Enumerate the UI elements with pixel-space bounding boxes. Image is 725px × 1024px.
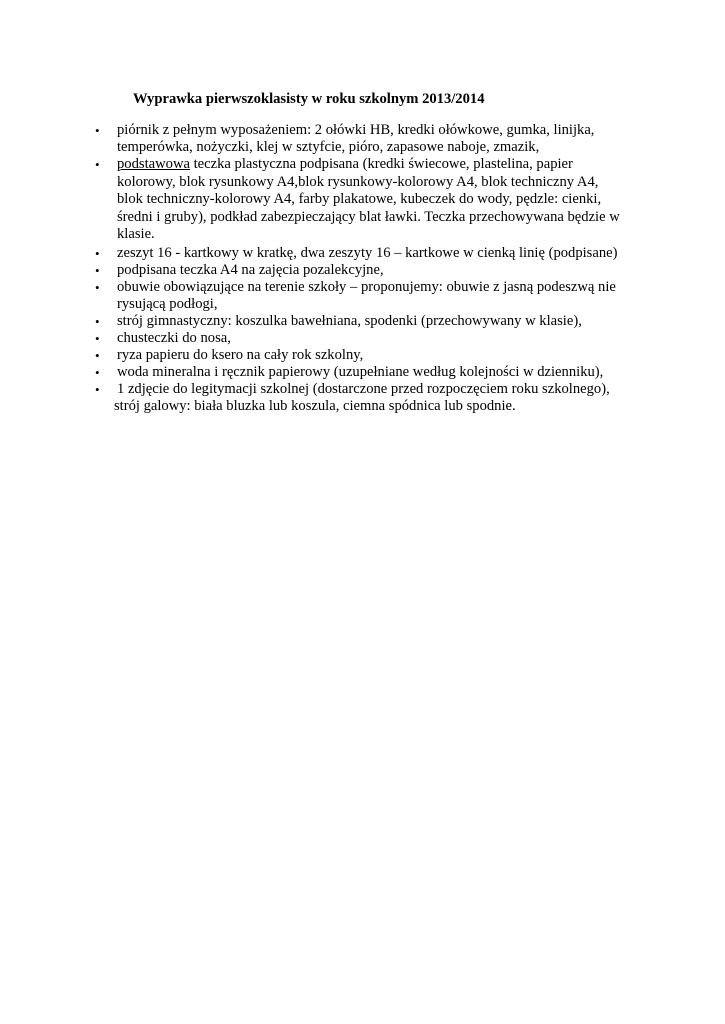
list-item-line: strój galowy: biała bluzka lub koszula, ciemna spódnica lub spodnie. [114, 397, 516, 414]
bullet-icon: • [95, 262, 100, 278]
list-item-line: obuwie obowiązujące na terenie szkoły – proponujemy: obuwie z jasną podeszwą nie [117, 278, 616, 295]
bullet-icon: • [95, 313, 100, 329]
bullet-icon: • [95, 381, 100, 397]
list-item-line: średni i gruby), podkład zabezpieczający blat ławki. Teczka przechowywana będzie w [117, 208, 620, 225]
list-item-line: klasie. [117, 226, 155, 243]
bullet-icon: • [95, 279, 100, 295]
list-item [0, 330, 652, 347]
supply-list [0, 122, 725, 415]
list-item-line: ryza papieru do ksero na cały rok szkolny, [117, 346, 364, 363]
bullet-icon: • [95, 157, 100, 172]
bullet-icon: • [95, 364, 100, 380]
list-item-line [117, 156, 652, 174]
list-item [0, 122, 652, 156]
list-item [0, 364, 652, 381]
list-item [0, 245, 652, 262]
document-title: Wyprawka pierwszoklasisty w roku szkolnym 2013/2014 [133, 91, 485, 107]
list-item-line: chusteczki do nosa, [117, 329, 231, 346]
list-item-line: 1 zdjęcie do legitymacji szkolnej (dostarczone przed rozpoczęciem roku szkolnego), [117, 380, 610, 397]
list-item-line: kolorowy, blok rysunkowy A4,blok rysunkowy-kolorowy A4, blok techniczny A4, [117, 173, 599, 190]
list-item-line: strój gimnastyczny: koszulka bawełniana, spodenki (przechowywany w klasie), [117, 312, 582, 329]
underlined-word: podstawowa [117, 156, 190, 172]
list-item [0, 347, 652, 364]
list-item-line: woda mineralna i ręcznik papierowy (uzupełniane według kolejności w dzienniku), [117, 363, 604, 380]
bullet-icon: • [95, 347, 100, 363]
list-item-line-rest: teczka plastyczna podpisana (kredki świecowe, plastelina, papier [189, 156, 573, 172]
bullet-icon: • [95, 123, 100, 138]
bullet-icon: • [95, 245, 100, 261]
list-item-line: zeszyt 16 - kartkowy w kratkę, dwa zeszyty 16 – kartkowe w cienką linię (podpisane) [117, 244, 618, 261]
list-item-line: blok techniczny-kolorowy A4, farby plakatowe, kubeczek do wody, pędzle: cienki, [117, 191, 602, 208]
list-item [0, 381, 652, 415]
bullet-icon: • [95, 330, 100, 346]
list-item-line: podpisana teczka A4 na zajęcia pozalekcyjne, [117, 261, 384, 278]
list-item-line: temperówka, nożyczki, klej w sztyfcie, pióro, zapasowe naboje, zmazik, [117, 139, 540, 155]
list-item [0, 279, 652, 313]
list-item [0, 313, 652, 330]
list-item-line: piórnik z pełnym wyposażeniem: 2 ołówki HB, kredki ołówkowe, gumka, linijka, [117, 122, 595, 138]
list-item [0, 262, 652, 279]
list-item [0, 156, 652, 244]
list-item-line: rysującą podłogi, [117, 295, 218, 312]
